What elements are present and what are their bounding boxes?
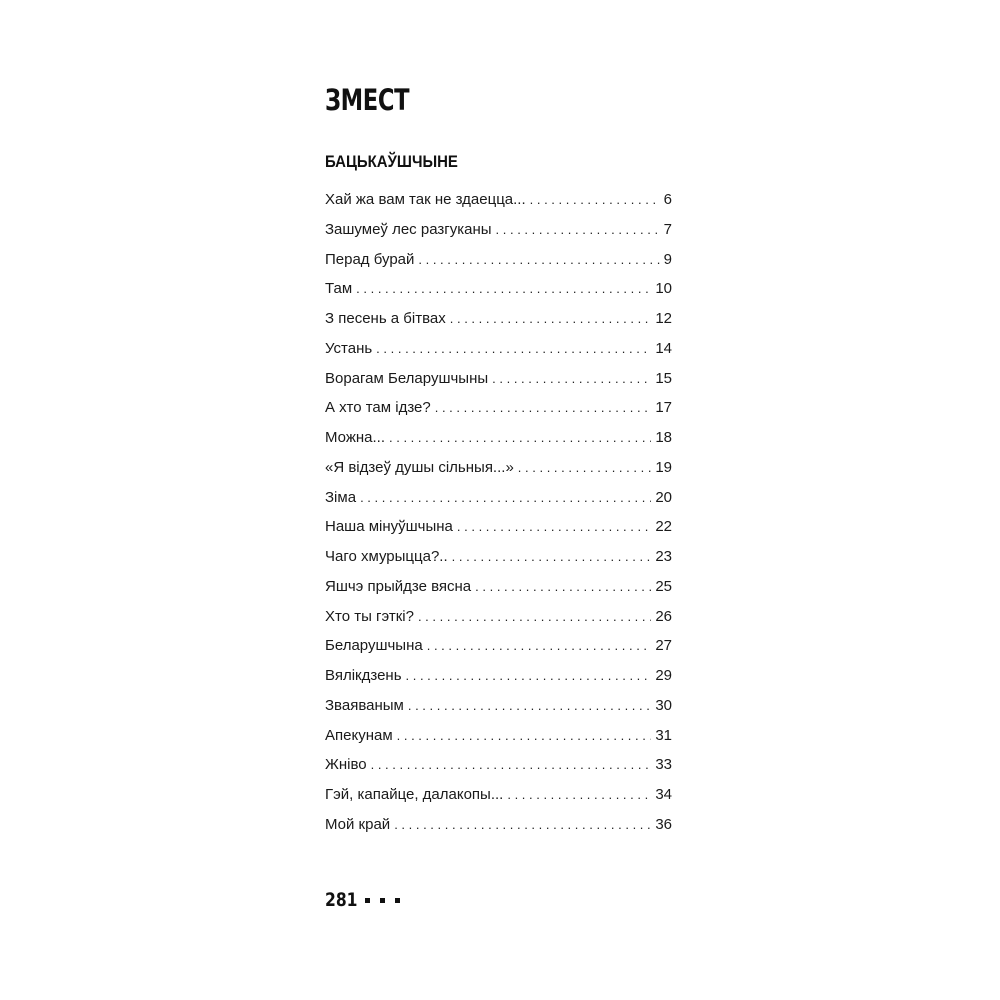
toc-entry-title: Яшчэ прыйдзе вясна bbox=[325, 577, 472, 595]
toc-entry bbox=[325, 572, 672, 602]
toc-entry-page-number: 15 bbox=[655, 369, 672, 387]
toc-entry-title: Зашумеў лес разгуканы bbox=[325, 220, 492, 238]
toc-entry-page-number: 33 bbox=[655, 756, 672, 774]
dot-leader bbox=[450, 304, 652, 334]
dot-leader bbox=[492, 364, 651, 394]
toc-entry bbox=[325, 334, 672, 364]
toc-entry-page-number: 17 bbox=[655, 399, 672, 417]
toc-entry-page-number: 14 bbox=[655, 339, 672, 357]
toc-entry-title: Устань bbox=[325, 339, 373, 357]
toc-entry-title: Ворагам Беларушчыны bbox=[325, 369, 489, 387]
toc-entry-title: Можна... bbox=[325, 429, 385, 446]
square-dot-icon bbox=[365, 898, 370, 903]
section-heading: БАЦЬКАЎШЧЫНЕ bbox=[325, 152, 458, 171]
dot-leader bbox=[518, 453, 652, 483]
toc-entry bbox=[325, 215, 672, 245]
dot-leader bbox=[408, 691, 651, 721]
square-dot-icon bbox=[395, 898, 400, 903]
toc-entry-page-number: 12 bbox=[655, 310, 672, 327]
toc-entry-title: З песень а бітвах bbox=[325, 310, 446, 327]
toc-entry-page-number: 20 bbox=[655, 488, 672, 506]
toc-entry-page-number: 36 bbox=[655, 815, 672, 833]
toc-entry-page-number: 34 bbox=[655, 786, 672, 803]
toc-entry bbox=[325, 185, 672, 215]
toc-entry-page-number: 6 bbox=[663, 191, 672, 208]
toc-entry-page-number: 9 bbox=[663, 250, 672, 268]
dot-leader bbox=[397, 721, 652, 751]
toc-entry bbox=[325, 364, 672, 394]
dot-leader bbox=[418, 602, 651, 632]
page-footer bbox=[325, 888, 400, 912]
toc-entry bbox=[325, 304, 672, 334]
toc-entry-title: Там bbox=[325, 280, 353, 298]
dot-leader bbox=[452, 542, 652, 572]
dot-leader bbox=[507, 780, 651, 810]
table-of-contents bbox=[325, 185, 672, 840]
toc-entry bbox=[325, 691, 672, 721]
toc-entry-title: Жніво bbox=[325, 756, 367, 774]
toc-entry bbox=[325, 274, 672, 304]
toc-entry bbox=[325, 483, 672, 513]
toc-entry-title: Перад бурай bbox=[325, 250, 415, 268]
toc-entry bbox=[325, 780, 672, 810]
square-dots-ornament bbox=[365, 898, 400, 903]
toc-entry-title: Зіма bbox=[325, 488, 357, 506]
toc-entry-page-number: 30 bbox=[655, 696, 672, 714]
toc-entry-page-number: 23 bbox=[655, 548, 672, 565]
dot-leader bbox=[435, 393, 652, 423]
toc-entry-title: Беларушчына bbox=[325, 637, 423, 655]
toc-entry bbox=[325, 453, 672, 483]
toc-entry bbox=[325, 661, 672, 691]
dot-leader bbox=[457, 512, 651, 542]
dot-leader bbox=[475, 572, 651, 602]
toc-entry-title: Апекунам bbox=[325, 726, 393, 744]
toc-entry bbox=[325, 750, 672, 780]
toc-entry-page-number: 7 bbox=[663, 220, 672, 238]
page-number: 281 bbox=[325, 889, 358, 911]
page-title: ЗМЕСТ bbox=[325, 83, 410, 117]
toc-entry-page-number: 27 bbox=[655, 637, 672, 655]
toc-entry-title: Зваяваным bbox=[325, 696, 404, 714]
toc-entry bbox=[325, 810, 672, 840]
toc-entry-page-number: 25 bbox=[655, 577, 672, 595]
toc-entry-title: Чаго хмурыцца?.. bbox=[325, 548, 448, 565]
toc-entry-title: Вялікдзень bbox=[325, 667, 402, 684]
toc-entry bbox=[325, 393, 672, 423]
dot-leader bbox=[394, 810, 651, 840]
dot-leader bbox=[371, 750, 652, 780]
dot-leader bbox=[389, 423, 651, 453]
toc-entry-title: Хто ты гэткі? bbox=[325, 607, 414, 625]
toc-entry bbox=[325, 423, 672, 453]
toc-entry-title: Хай жа вам так не здаецца... bbox=[325, 191, 526, 208]
toc-entry-title: Мой край bbox=[325, 815, 391, 833]
toc-entry bbox=[325, 542, 672, 572]
toc-entry bbox=[325, 512, 672, 542]
toc-entry-page-number: 10 bbox=[655, 280, 672, 298]
toc-entry-page-number: 19 bbox=[655, 458, 672, 476]
dot-leader bbox=[356, 274, 651, 304]
toc-entry-title: Гэй, капайце, далакопы... bbox=[325, 786, 504, 803]
toc-entry bbox=[325, 721, 672, 751]
toc-entry-page-number: 31 bbox=[655, 726, 672, 744]
dot-leader bbox=[406, 661, 652, 691]
toc-entry-page-number: 18 bbox=[655, 429, 672, 446]
dot-leader bbox=[496, 215, 660, 245]
toc-entry bbox=[325, 602, 672, 632]
dot-leader bbox=[360, 483, 651, 513]
toc-entry bbox=[325, 245, 672, 275]
toc-entry-page-number: 22 bbox=[655, 518, 672, 536]
toc-entry-page-number: 26 bbox=[655, 607, 672, 625]
dot-leader bbox=[530, 185, 660, 215]
dot-leader bbox=[427, 631, 652, 661]
toc-entry-title: Наша мінуўшчына bbox=[325, 518, 453, 536]
toc-entry bbox=[325, 631, 672, 661]
toc-entry-title: А хто там ідзе? bbox=[325, 399, 431, 417]
dot-leader bbox=[376, 334, 651, 364]
toc-entry-page-number: 29 bbox=[655, 667, 672, 684]
dot-leader bbox=[418, 245, 659, 275]
square-dot-icon bbox=[380, 898, 385, 903]
toc-entry-title: «Я відзеў душы сільныя...» bbox=[325, 458, 514, 476]
